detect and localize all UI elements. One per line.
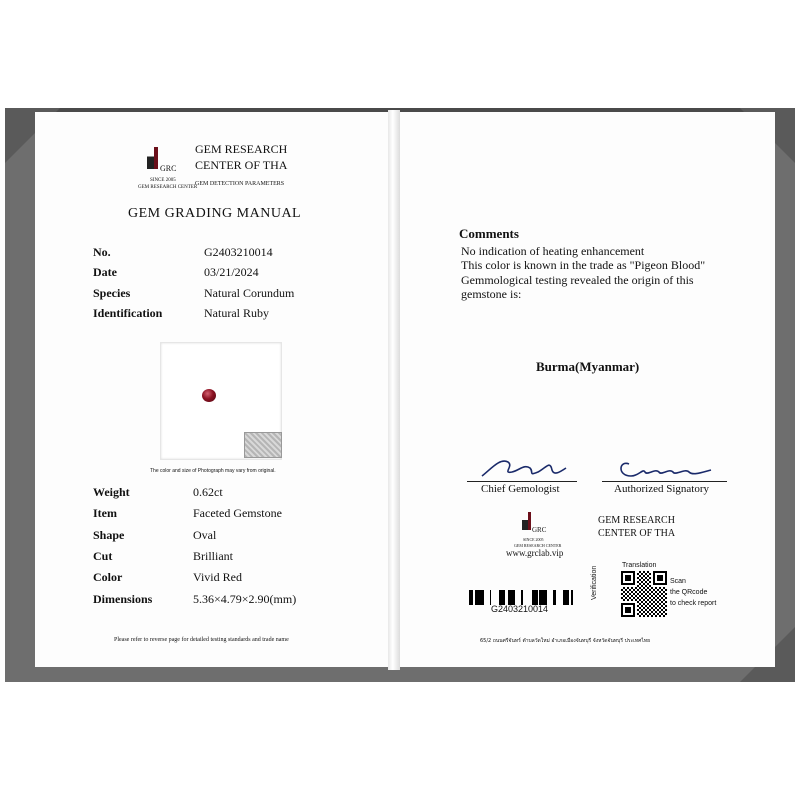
field-value-cut: Brilliant [193,549,233,563]
document-title: GEM GRADING MANUAL [128,206,302,221]
field-value-item: Faceted Gemstone [193,506,282,520]
hologram-sticker [244,432,282,458]
field-label-no: No. [93,245,111,259]
field-value-dimensions: 5.36×4.79×2.90(mm) [193,592,297,606]
field-value-no: G2403210014 [204,245,273,259]
origin: Burma(Myanmar) [536,359,640,374]
field-label-dimensions: Dimensions [93,592,153,606]
qr-scan-line-3: to check report [670,600,717,607]
comment-line-2: This color is known in the trade as "Pigeon Blood" [461,258,706,272]
qr-translation-label: Translation [622,562,657,569]
chief-gemologist-signature [478,452,568,482]
chief-gemologist-title: Chief Gemologist [481,483,560,495]
field-label-color: Color [93,570,123,584]
logo-since: SINCE 2005 [150,178,176,183]
field-value-date: 03/21/2024 [204,265,259,279]
logo-subtitle-small: GEM RESEARCH CENTER [514,543,562,548]
field-value-shape: Oval [193,528,217,542]
qr-code-icon[interactable] [621,571,667,617]
qr-verification-label: Verification [591,565,598,600]
comment-line-1: No indication of heating enhancement [461,244,645,258]
qr-scan-line-1: Scan [670,578,686,585]
field-label-species: Species [93,286,131,300]
org-name-line1: GEM RESEARCH [195,142,288,156]
right-page [398,112,775,667]
comment-line-3: Gemmological testing revealed the origin of this [461,273,694,287]
website: www.grclab.vip [506,548,564,558]
field-label-shape: Shape [93,528,125,542]
org-name-right-line1: GEM RESEARCH [598,515,675,526]
grc-logo-icon [145,145,185,181]
photo-caption: The color and size of Photograph may vary from original. [150,468,276,474]
comments-heading: Comments [459,226,519,241]
field-value-species: Natural Corundum [204,286,295,300]
field-value-identification: Natural Ruby [204,306,269,320]
field-label-date: Date [93,265,117,279]
barcode-icon [469,590,573,605]
signature-line-right [602,481,727,482]
field-value-color: Vivid Red [193,570,242,584]
logo-text: GRC [160,164,177,173]
field-label-item: Item [93,506,117,520]
footer-note: Please refer to reverse page for detailed testing standards and trade name [114,637,289,643]
qr-scan-line-2: the QRcode [670,589,708,596]
field-label-weight: Weight [93,485,130,499]
page-spine [388,110,400,670]
logo-subtitle: GEM RESEARCH CENTER [138,185,198,190]
org-name-line2: CENTER OF THA [195,158,288,172]
logo-text-small: GRC [532,526,547,534]
org-tagline: GEM DETECTION PARAMETERS [195,181,285,187]
authorized-signatory-signature [615,454,715,482]
field-label-identification: Identification [93,306,163,320]
field-label-cut: Cut [93,549,113,563]
ruby-gem-image [202,389,216,402]
org-name-right-line2: CENTER OF THA [598,528,676,539]
field-value-weight: 0.62ct [193,485,223,499]
authorized-signatory-title: Authorized Signatory [614,483,710,495]
comment-line-4: gemstone is: [461,287,522,301]
signature-line-left [467,481,577,482]
address: 65/2 ถนนศรีจันทร์ ตำบลวัดใหม่ อำเภอเมืองจันทบุรี จังหวัดจันทบุรี ประเทศไทย [480,638,651,644]
barcode-number: G2403210014 [491,604,549,614]
logo-since-small: SINCE 2005 [523,537,544,542]
